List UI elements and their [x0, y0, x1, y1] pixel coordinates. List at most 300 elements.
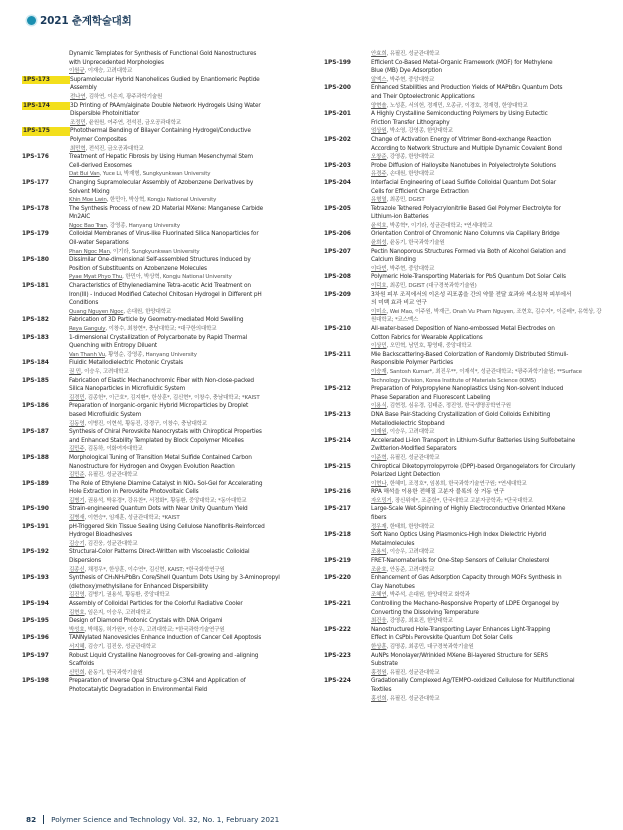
poster-entry: [324, 652, 606, 678]
poster-entry: [22, 76, 302, 102]
poster-details: [371, 531, 606, 557]
poster-details: [371, 179, 606, 205]
poster-authors: [371, 222, 606, 231]
poster-entry: [22, 205, 302, 231]
poster-code: 1PS-212: [324, 386, 351, 393]
poster-entry: [324, 557, 606, 574]
co-authors-affiliation: , 강영종, 최효진, 한양대학교: [386, 618, 453, 625]
poster-title-line: RPA 해석을 이용한 전해질 고분자 블록의 상 거동 연구: [371, 489, 505, 496]
poster-title-line: Efficient Co-Based Metal-Organic Framework (MOF) for Methylene: [371, 59, 553, 66]
presenting-author: 김현호: [69, 609, 85, 616]
poster-title-line: Solvent Mixing: [69, 188, 110, 195]
poster-title-line: Calcium Binding: [371, 257, 416, 264]
presenting-author: 조정민: [70, 119, 86, 126]
presenting-author: 윤희성: [371, 240, 387, 247]
poster-code: 1PS-203: [324, 162, 351, 169]
poster-details: [371, 351, 606, 385]
poster-title-line: Cotton Fabrics for Wearable Applications: [371, 334, 483, 341]
presenting-author: 최민혁: [70, 145, 86, 152]
poster-code: 1PS-220: [324, 575, 351, 582]
poster-title-line: Blue (MB) Dye Adsorption: [371, 68, 442, 75]
poster-title-line: Preparation of Polypropylene Nanoplastics Using Non-solvent Induced: [371, 386, 564, 393]
poster-entry: [324, 273, 606, 290]
co-authors-affiliation: , 김승기, 김진웅, 성균관대학교: [84, 643, 157, 650]
poster-entry: [22, 634, 302, 651]
poster-details: [69, 179, 302, 205]
poster-title-line: 1-dimensional Crystallization of Polycarbonate by Rapid Thermal: [69, 334, 248, 341]
presenting-author: 권 민: [69, 368, 81, 375]
poster-code: 1PS-198: [22, 678, 49, 685]
poster-title-line: Fabrication of 3D Particle by Geometry-mediated Mold Swelling: [69, 317, 244, 324]
poster-title-line: Fluidic Metallodielectric Photonic Crystals: [69, 360, 183, 367]
presenting-author: 이재원: [371, 429, 387, 436]
poster-details: [69, 230, 302, 256]
poster-details: [70, 76, 302, 102]
poster-details: [371, 84, 606, 110]
poster-details: [70, 102, 302, 128]
poster-details: [69, 205, 302, 231]
poster-authors: [70, 145, 302, 154]
poster-title-line: Nanostructure for Hydrogen and Oxygen Evolution Reaction: [69, 463, 235, 470]
poster-title-line: Clay Nanotubes: [371, 583, 415, 590]
poster-code: 1PS-174: [22, 102, 70, 111]
poster-details: [69, 634, 302, 651]
poster-entry: [22, 282, 302, 316]
poster-code: 1PS-180: [22, 257, 49, 264]
co-authors-affiliation: , 한민아, 박상혁, Kongju National University: [122, 274, 232, 281]
co-authors-affiliation: , 장신위에*, 조준한*, 단국대학교 고분자공학과; *단국대학교: [391, 497, 533, 504]
poster-title-line: Pectin Nanoporous Structures Formed via Both of Alcohol Gelation and: [371, 248, 566, 255]
poster-authors: [69, 222, 302, 231]
poster-authors: [371, 497, 606, 506]
poster-code: 1PS-190: [22, 506, 49, 513]
poster-authors: [371, 480, 606, 489]
presenting-author: 이원규: [69, 68, 85, 75]
co-authors-affiliation: , 윤동기, 한국과학기술원: [84, 669, 143, 676]
poster-code: 1PS-186: [22, 403, 49, 410]
presenting-author: 윤석호: [371, 222, 387, 229]
poster-details: [70, 127, 302, 153]
poster-title-line: Assembly of Colloidal Particles for the Colorful Radiative Cooler: [69, 601, 243, 607]
poster-authors: [371, 695, 606, 704]
presenting-author: Phan Ngoc Man: [69, 248, 110, 255]
poster-code: 1PS-176: [22, 154, 49, 161]
poster-details: [69, 600, 302, 617]
co-authors-affiliation: , 이병진, 이현석, 황동진, 강경구, 이창수, 충남대학교: [84, 420, 207, 427]
poster-details: [371, 385, 606, 411]
poster-authors: [69, 351, 302, 360]
poster-entry: [324, 325, 606, 351]
poster-title-line: Iron(III) - Induced Modified Catechol Chitosan Hydrogel in Different pH: [69, 291, 262, 298]
poster-title-line: Position of Substituents on Azobenzene Molecules: [69, 265, 207, 272]
poster-authors: [69, 626, 302, 635]
poster-title-line: Enhanced Stabilities and Production Yields of MAPbBr₃ Quantum Dots: [371, 85, 563, 92]
presenting-author: 박성호: [69, 626, 85, 633]
poster-entry: [324, 463, 606, 489]
poster-details: [69, 316, 302, 333]
presenting-author: 조용익: [371, 549, 387, 556]
poster-details: [69, 256, 302, 282]
poster-details: [371, 50, 606, 59]
co-authors-affiliation: , 손대원, 한양대학교: [123, 308, 172, 315]
poster-title-line: Strain-engineered Quantum Dots with Near Unity Quantum Yield: [69, 506, 248, 513]
poster-authors: [371, 548, 606, 557]
poster-code: 1PS-200: [324, 85, 351, 92]
co-authors-affiliation: , 이기라, Sungkyunkwan University: [109, 248, 200, 255]
poster-entry: [324, 59, 606, 85]
presenting-author: 안효희: [371, 51, 387, 57]
poster-authors: [371, 617, 606, 626]
poster-code: 1PS-216: [324, 489, 351, 496]
poster-authors: [69, 514, 302, 523]
poster-entry: [324, 50, 606, 59]
poster-title-line: with Unprecedented Morphologies: [69, 59, 164, 66]
poster-entry: [22, 316, 302, 333]
poster-title-line: Substrate: [371, 661, 398, 668]
poster-entry: [22, 359, 302, 376]
presenting-author: 자오밍거: [371, 497, 392, 504]
presenting-author: 알엑스: [371, 76, 387, 83]
poster-title-line: Probe Diffusion of Halloysite Nanotubes in Polyelectrolyte Solutions: [371, 162, 556, 169]
poster-entry: [22, 505, 302, 522]
presenting-author: 정우재: [371, 523, 387, 530]
co-authors-affiliation: , Wei Mao, 이주원, 박재근, Onah Vu Pham Nguyen, 조현호, 김수지*, 이준배*, 유혁상, 강원대학교; *코스맥스: [371, 308, 602, 324]
poster-title-line: Effect in CsPbI₃ Perovskite Quantum Dot Solar Cells: [371, 635, 513, 642]
co-authors-affiliation: , 황영순, 강영종, Hanyang University: [104, 351, 197, 358]
poster-code: 1PS-185: [22, 377, 49, 384]
poster-authors: [371, 127, 606, 136]
co-authors-affiliation: , 손대원, 한양대학교: [386, 171, 435, 178]
presenting-author: 이승재: [371, 368, 387, 375]
poster-details: [371, 437, 606, 463]
poster-title-line: Conditions: [69, 300, 99, 307]
poster-title-line: Dispersible Photoinitiator: [70, 111, 140, 118]
poster-title-line: Hole Extraction in Perovskite Photovoltaic Cells: [69, 489, 199, 496]
presenting-author: 김동영: [69, 420, 85, 427]
poster-entry: [22, 402, 302, 428]
co-authors-affiliation: , 한혜미, 조정호*, 임봉희, 한국과학기술연구원; *연세대학교: [386, 480, 527, 487]
poster-entry: [22, 617, 302, 634]
presenting-author: 오창준: [371, 154, 387, 161]
co-authors-affiliation: , 이창수, 최창현*, 충남대학교; *대구한의대학교: [105, 326, 217, 332]
poster-title-line: Cells for Efficient Charge Extraction: [371, 188, 469, 195]
poster-authors: [69, 420, 302, 429]
co-authors-affiliation: , 유필진, 성균관대학교: [84, 472, 138, 479]
poster-authors: [69, 196, 302, 205]
poster-details: [371, 557, 606, 574]
co-authors-affiliation: , 박주석, 손대원, 한양대학교 화학과: [386, 592, 470, 599]
presenting-author: 한상훈: [371, 643, 387, 650]
poster-details: [371, 59, 606, 85]
presenting-author: 김경민: [69, 394, 85, 401]
poster-authors: [371, 265, 606, 274]
header-bullet-icon: [27, 16, 36, 25]
poster-code: 1PS-224: [324, 678, 351, 685]
co-authors-affiliation: , 김하연, 이은지, 광주과학기술원: [85, 93, 163, 100]
poster-entry: [22, 230, 302, 256]
poster-title-line: Textiles: [371, 686, 392, 693]
poster-details: [69, 677, 302, 694]
poster-entry: [324, 351, 606, 385]
poster-code: 1PS-173: [22, 76, 70, 85]
poster-entry: [22, 574, 302, 600]
page-title: 2021 춘계학술대회: [40, 15, 132, 27]
poster-authors: [69, 609, 302, 618]
poster-authors: [69, 643, 302, 652]
poster-code: 1PS-197: [22, 652, 49, 659]
poster-title-line: Accelerated Li-Ion Transport in Lithium-Sulfur Batteries Using Sulfobetaine: [371, 437, 576, 444]
presenting-author: 이다빈: [371, 265, 387, 272]
co-authors-affiliation: , 박주현, 중앙대학교: [386, 76, 435, 83]
co-authors-affiliation: , 권용석, 박유경*, 강유찬*, 서정화*, 황동환, 중앙대학교; *동아대학교: [84, 497, 247, 504]
poster-title-line: FRET-Nanomaterials for One-Step Sensors of Cellular Cholesterol: [371, 558, 550, 565]
poster-authors: [371, 76, 606, 85]
poster-details: [69, 282, 302, 316]
poster-title-line: Design of Diamond Photonic Crystals with DNA Origami: [69, 618, 223, 625]
co-authors-affiliation: , 최종민, DGIST: [386, 197, 425, 204]
poster-title-line: (diethoxy)methylsilane for Enhanced Dispersibility: [69, 583, 209, 590]
poster-authors: [371, 428, 606, 437]
page-header: [27, 13, 132, 28]
poster-details: [371, 626, 606, 652]
poster-code: 1PS-201: [324, 111, 351, 118]
poster-entry: [324, 291, 606, 325]
poster-code: 1PS-218: [324, 532, 351, 539]
poster-title-line: Phase Separation and Fluorescent Labeling: [371, 394, 491, 401]
presenting-author: 서지혜: [69, 643, 85, 650]
poster-authors: [69, 394, 302, 403]
poster-details: [69, 359, 302, 376]
poster-title-line: Structural-Color Patterns Direct-Written with Viscoelastic Colloidal: [69, 549, 250, 556]
co-authors-affiliation: , 안동준, 고려대학교: [386, 566, 435, 573]
co-authors-affiliation: , 김명종, 최종민, 대구경북과학기술원: [386, 643, 474, 650]
poster-code: 1PS-181: [22, 283, 49, 290]
poster-authors: [371, 153, 606, 162]
poster-authors: [371, 102, 606, 111]
poster-code: 1PS-191: [22, 523, 49, 530]
poster-authors: [371, 566, 606, 575]
presenting-author: 김병새: [69, 515, 85, 522]
co-authors-affiliation: , 채정우*, 한상훈, 이수연*, 김신현, KAIST; *한국화학연구원: [84, 566, 225, 573]
poster-entry: [324, 84, 606, 110]
poster-authors: [371, 282, 606, 291]
poster-entry: [324, 230, 606, 247]
poster-details: [371, 248, 606, 274]
co-authors-affiliation: , 강영종, Hanyang University: [106, 222, 180, 229]
poster-details: [69, 428, 302, 454]
presenting-author: 김종신: [69, 566, 85, 573]
poster-title-line: pH-Triggered Skin Tissue Sealing Using Cellulose Nanofibrils-Reinforced: [69, 523, 265, 530]
poster-entry: [324, 677, 606, 703]
poster-details: [371, 110, 606, 136]
poster-details: [69, 505, 302, 522]
poster-title-line: Scaffolds: [69, 661, 95, 668]
poster-details: [371, 205, 606, 231]
poster-entry: [22, 377, 302, 403]
poster-title-line: TANNylated Nanovesicles Enhance Induction of Cancer Cell Apoptosis: [69, 635, 262, 642]
poster-authors: [70, 93, 302, 102]
poster-entry: [22, 677, 302, 694]
poster-details: [371, 652, 606, 678]
presenting-author: Reya Ganguly: [69, 326, 106, 332]
poster-authors: [371, 308, 606, 325]
co-authors-affiliation: , 박종혁*, 이기라, 성균관대학교; *연세대학교: [386, 222, 493, 229]
poster-entry: [22, 127, 302, 153]
co-authors-affiliation: , 김동하, 이화여자대학교: [84, 446, 143, 453]
poster-entry: [324, 600, 606, 626]
presenting-author: 이미소: [371, 308, 387, 315]
poster-entry: [22, 153, 302, 179]
poster-details: [371, 488, 606, 505]
poster-code: 1PS-199: [324, 59, 351, 66]
poster-title-line: Preparation of Inorganic-organic Hybrid Microparticles by Droplet: [69, 403, 249, 410]
poster-code: 1PS-221: [324, 601, 351, 607]
poster-code: 1PS-207: [324, 248, 351, 255]
presenting-author: Ngoc Bao Tran: [69, 222, 107, 229]
presenting-author: 유경주: [371, 171, 387, 178]
co-authors-affiliation: , 이승우, 고려대학교: [386, 549, 435, 556]
poster-code: 1PS-183: [22, 334, 49, 341]
poster-title-line: Dynamic Templates for Synthesis of Functional Gold Nanostructures: [69, 51, 257, 57]
poster-details: [69, 523, 302, 549]
presenting-author: Pyae Myat Phyo Thu: [69, 274, 123, 281]
presenting-author: 유형열: [371, 197, 387, 204]
co-authors-affiliation: , 오민혁, 남민호, 황영태, 중앙대학교: [386, 343, 472, 350]
poster-title-line: According to Network Structure and Multiple Dynamic Covalent Bond: [371, 145, 562, 152]
co-authors-affiliation: , 유필진, 성균관대학교: [386, 454, 440, 461]
poster-title-line: Polymer Composites: [70, 136, 127, 143]
poster-title-line: A Highly Crystalline Semiconducting Polymers by Using Eutectic: [371, 111, 548, 118]
poster-code: 1PS-177: [22, 179, 49, 186]
poster-title-line: 3차원 피부 조직에서의 이온성 리포좀을 간의 약물 전달 효과와 색소침착 피부에서: [371, 291, 572, 298]
poster-details: [371, 273, 606, 290]
poster-authors: [371, 591, 606, 600]
poster-entry: [324, 162, 606, 179]
poster-details: [69, 548, 302, 574]
poster-entry: [324, 248, 606, 274]
footer-divider: [43, 815, 44, 824]
presenting-author: 이용식: [371, 403, 387, 410]
poster-code: 1PS-215: [324, 463, 351, 470]
poster-authors: [371, 170, 606, 179]
poster-authors: [69, 591, 302, 600]
poster-code: 1PS-222: [324, 626, 351, 633]
presenting-author: 김승기: [69, 540, 85, 547]
poster-entry: [324, 110, 606, 136]
co-authors-affiliation: , 김종헌*, 이근호*, 김지환*, 한상훈*, 김신현*, 이창수, 충남대학교; *KAIST: [84, 394, 260, 401]
poster-title-line: Cell-derived Exosomes: [69, 162, 132, 169]
poster-entry: [324, 385, 606, 411]
poster-entry: [22, 256, 302, 282]
poster-details: [371, 505, 606, 531]
poster-title-line: Interfacial Engineering of Lead Sulfide Colloidal Quantum Dot Solar: [371, 179, 556, 186]
co-authors-affiliation: , 박해동, 허가원*, 이승우, 고려대학교; *한국과학기술연구원: [84, 626, 225, 633]
poster-authors: [371, 643, 606, 652]
poster-code: 1PS-217: [324, 506, 351, 513]
poster-title-line: Dissimilar One-dimensional Self-assembled Structures Induced by: [69, 257, 251, 264]
poster-code: 1PS-211: [324, 351, 351, 358]
poster-title-line: Treatment of Hepatic Fibrosis by Using Human Mesenchymal Stem: [69, 154, 253, 161]
poster-title-line: Preparation of Inverse Opal Structure g-C3N4 and Application of: [69, 678, 246, 685]
poster-code: 1PS-209: [324, 291, 351, 298]
co-authors-affiliation: , 강영종, 한양대학교: [386, 154, 435, 161]
poster-title-line: Lithium-ion Batteries: [371, 214, 429, 221]
poster-title-line: Friction Transfer Lithography: [371, 119, 450, 126]
poster-entry: [22, 523, 302, 549]
poster-title-line: The Synthesis Process of new 2D Material MXene: Manganese Carbide: [69, 205, 264, 212]
presenting-author: 이현나: [371, 480, 387, 487]
poster-title-line: Gradationally Complexed Ag/TEMPO-oxidized Cellulose for Multifunctional: [371, 678, 575, 685]
co-authors-affiliation: , 김병기, 권용석, 황동환, 중앙대학교: [84, 592, 170, 599]
poster-entry: [22, 334, 302, 360]
poster-authors: [371, 50, 606, 59]
poster-code: 1PS-219: [324, 558, 351, 565]
poster-title-line: Orientation Control of Chromonic Nano Columns via Capillary Bridge: [371, 231, 560, 238]
poster-title-line: Soft Nano Optics Using Plasmonics-High Index Dielectric Hybrid: [371, 532, 547, 539]
poster-title-line: Enhancement of Gas Adsorption Capacity through MOFs Synthesis in: [371, 575, 562, 582]
poster-entry: [324, 411, 606, 437]
co-authors-affiliation: , 윤동기, 한국과학기술원: [386, 240, 445, 247]
poster-code: 1PS-187: [22, 429, 49, 436]
poster-title-line: based Microfluidic System: [69, 411, 142, 418]
poster-code: 1PS-188: [22, 454, 49, 461]
poster-entry: [22, 480, 302, 506]
poster-title-line: Characteristics of Ethylenediamine Tetra-acetic Acid Treatment on: [69, 283, 251, 290]
poster-title-line: Colloidal Membranes of Virus-like Fluorinated Silica Nanoparticles for: [69, 231, 259, 238]
presenting-author: 신민희: [69, 669, 85, 676]
presenting-author: 양현솔: [371, 102, 387, 109]
poster-authors: [70, 119, 302, 128]
poster-title-line: Nanostructured Hole-Transporting Layer Enhances Light-Trapping: [371, 626, 551, 633]
poster-code: 1PS-175: [22, 127, 70, 136]
co-authors-affiliation: , 윤원원, 여주연, 전석진, 금오공과대학교: [85, 119, 181, 126]
co-authors-affiliation: , 한태희, 한양대학교: [386, 523, 435, 530]
poster-details: [69, 377, 302, 403]
co-authors-affiliation: , Yuce Li, 박재형, Sungkyunkwan University: [99, 171, 211, 178]
co-authors-affiliation: , 유필진, 성균관대학교: [386, 669, 440, 676]
poster-authors: [69, 170, 302, 179]
poster-title-line: Zwitterion-Modified Separators: [371, 446, 457, 453]
poster-authors: [69, 368, 302, 377]
poster-code: 1PS-184: [22, 360, 49, 367]
presenting-author: Khin Moe Lwin: [69, 197, 107, 204]
poster-title-line: Photothermal Bending of Bilayer Containing Hydrogel/Conductive: [70, 128, 251, 135]
poster-entry: [22, 102, 302, 128]
poster-authors: [371, 669, 606, 678]
poster-title-line: Fabrication of Elastic Mechanochromic Fiber with Non-close-packed: [69, 377, 254, 384]
poster-title-line: DNA Base Pair-Stacking Crystallization of Gold Colloids Exhibiting: [371, 411, 551, 418]
left-column: [22, 50, 302, 695]
co-authors-affiliation: , 박소영, 강영종, 한양대학교: [386, 128, 453, 135]
poster-title-line: Dispersions: [69, 558, 101, 565]
poster-title-line: Silica Nanoparticles in Microfluidic System: [69, 386, 186, 393]
poster-authors: [69, 497, 302, 506]
presenting-author: 최건웅: [371, 618, 387, 625]
poster-code: 1PS-205: [324, 205, 351, 212]
poster-entry: [22, 179, 302, 205]
poster-details: [69, 334, 302, 360]
poster-authors: [371, 239, 606, 248]
poster-authors: [69, 540, 302, 549]
poster-code: 1PS-189: [22, 480, 49, 487]
co-authors-affiliation: , 이재승, 고려대학교: [84, 68, 133, 75]
page-footer: [26, 815, 279, 824]
presenting-author: Dat Bui Van: [69, 171, 100, 178]
presenting-author: 조혜연: [371, 592, 387, 599]
poster-title-line: Oil-water Separations: [69, 240, 129, 247]
poster-authors: [371, 454, 606, 463]
co-authors-affiliation: , 박주현, 중앙대학교: [386, 265, 435, 272]
